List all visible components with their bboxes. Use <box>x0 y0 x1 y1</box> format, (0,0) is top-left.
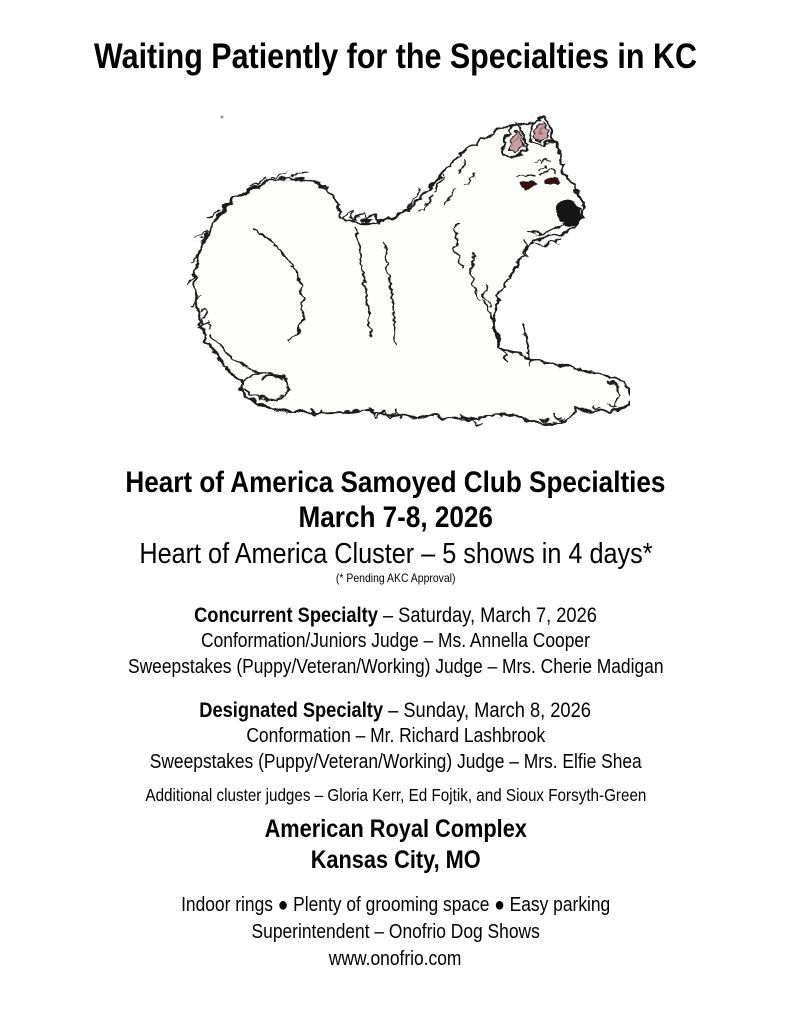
event-dates: March 7-8, 2026 <box>298 501 493 534</box>
specialty-name: Designated Specialty <box>199 699 384 722</box>
specialty-date: – Sunday, March 8, 2026 <box>383 699 592 722</box>
judge-line: Conformation – Mr. Richard Lashbrook <box>246 725 545 747</box>
dog-body-outline <box>193 121 629 421</box>
pending-approval-note: (* Pending AKC Approval) <box>335 571 456 585</box>
samoyed-dog-illustration <box>160 112 630 432</box>
venue-name: American Royal Complex <box>264 815 527 843</box>
concurrent-specialty-heading <box>0 604 791 628</box>
venue-block <box>0 814 791 876</box>
paper-speck <box>221 116 224 119</box>
website-line: www.onofrio.com <box>329 948 462 970</box>
additional-judges-line: Additional cluster judges – Gloria Kerr, Ed Fojtik, and Sioux Forsyth-Green <box>145 785 646 805</box>
samoyed-dog-svg <box>160 112 630 432</box>
venue-city: Kansas City, MO <box>310 846 481 874</box>
judge-line: Conformation/Juniors Judge – Ms. Annella Cooper <box>201 630 590 652</box>
flyer-text-stack <box>0 465 791 973</box>
flyer-title: Waiting Patiently for the Specialties in KC <box>94 37 697 76</box>
judge-line: Sweepstakes (Puppy/Veteran/Working) Judge – Mrs. Elfie Shea <box>149 751 642 773</box>
footer-block <box>0 892 791 973</box>
specialty-date: – Saturday, March 7, 2026 <box>377 604 597 627</box>
specialty-name: Concurrent Specialty <box>194 604 378 627</box>
club-title: Heart of America Samoyed Club Specialties <box>125 466 666 499</box>
designated-specialty-heading <box>0 699 791 723</box>
superintendent-line: Superintendent – Onofrio Dog Shows <box>251 921 540 943</box>
judge-line: Sweepstakes (Puppy/Veteran/Working) Judge – Mrs. Cherie Madigan <box>127 656 664 678</box>
amenities-line: Indoor rings ● Plenty of grooming space ● Easy parking <box>180 894 611 916</box>
cluster-line: Heart of America Cluster – 5 shows in 4 days* <box>138 538 653 570</box>
